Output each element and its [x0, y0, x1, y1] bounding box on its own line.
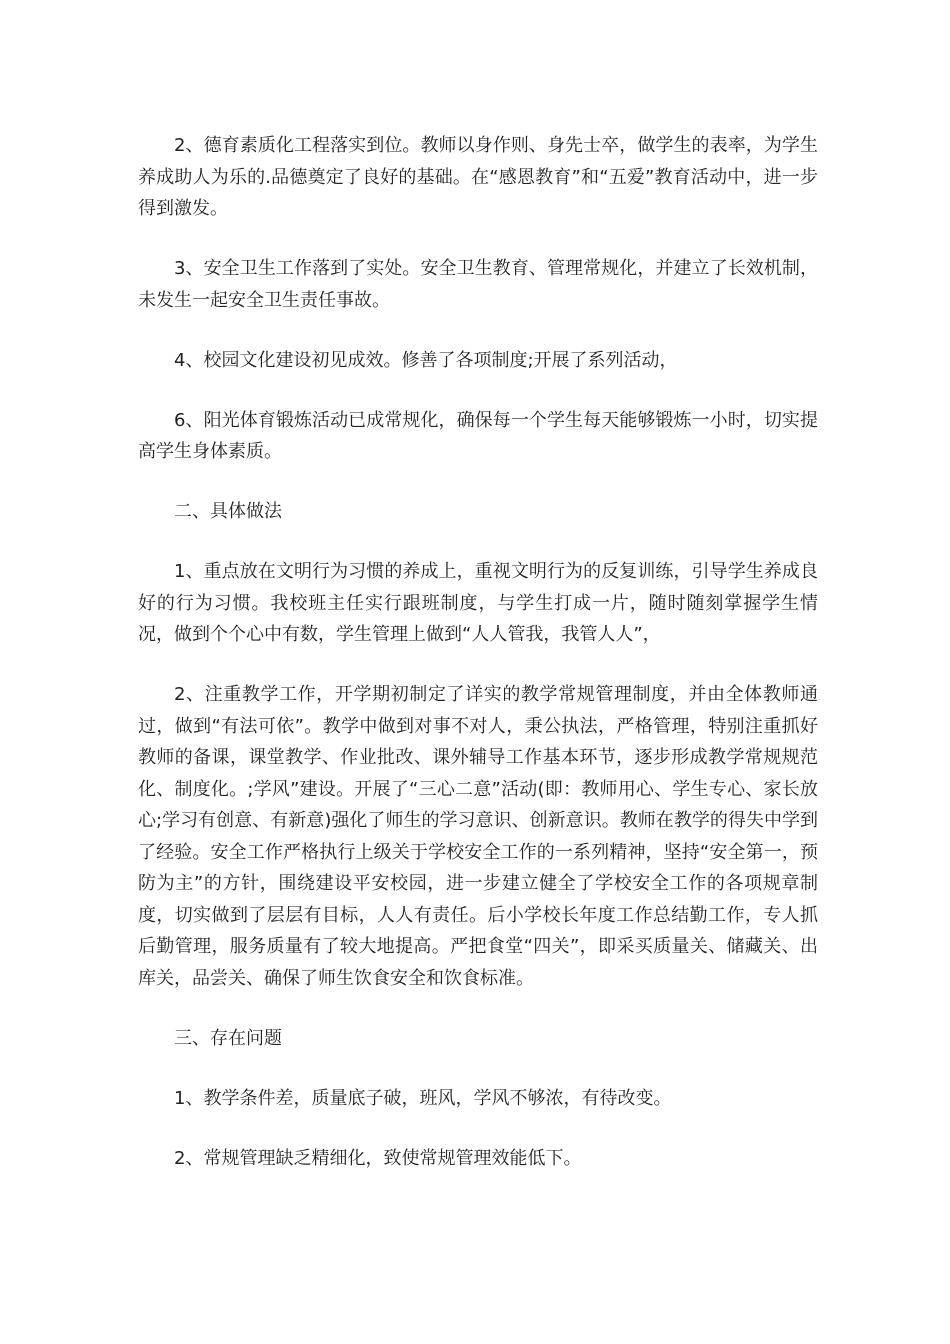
paragraph-problem-conditions: 1、教学条件差，质量底子破，班风，学风不够浓，有待改变。 [174, 1087, 672, 1109]
paragraph-safety-hygiene: 3、安全卫生工作落到了实处。安全卫生教育、管理常规化，并建立了长效机制，未发生一起安全卫生责任事故。 [138, 258, 818, 311]
document-body [138, 130, 818, 1203]
paragraph-sunshine-sports: 6、阳光体育锻炼活动已成常规化，确保每一个学生每天能够锻炼一小时，切实提高学生身体素质。 [138, 409, 818, 462]
paragraph-moral-education: 2、德育素质化工程落实到位。教师以身作则、身先士卒，做学生的表率，为学生养成助人为乐的.品德奠定了良好的基础。在“感恩教育”和“五爱”教育活动中，进一步得到激发。 [138, 135, 818, 219]
section-heading-problems: 三、存在问题 [174, 1027, 282, 1049]
paragraph-problem-management: 2、常规管理缺乏精细化，致使常规管理效能低下。 [174, 1147, 582, 1169]
paragraph-campus-culture: 4、校园文化建设初见成效。修善了各项制度;开展了系列活动， [174, 349, 678, 371]
paragraph-teaching-work: 2、注重教学工作，开学期初制定了详实的教学常规管理制度，并由全体教师通过，做到“有法可依”。教学中做到对事不对人，秉公执法，严格管理，特别注重抓好教师的备课，课堂教学、作业批改、课外辅导工作基本环节，逐步形成教学常规规范化、制度化。;学风”建设。开展了“三心二意”活动(即：教师用心、学生专心、家长放心;学习有创意、有新意)强化了师生的学习意识、创新意识。教师在教学的得失中学到了经验。安全工作严格执行上级关于学校安全工作的一系列精神，坚持“安全第一，预防为主”的方针，围绕建设平安校园，进一步建立健全了学校安全工作的各项规章制度，切实做到了层层有目标，人人有责任。后小学校长年度工作总结勤工作，专人抓后勤管理，服务质量有了较大地提高。严把食堂“四关”，即采买质量关、储藏关、出库关，品尝关、确保了师生饮食安全和饮食标准。 [138, 684, 818, 989]
section-heading-practices: 二、具体做法 [174, 501, 282, 522]
paragraph-behavior-habits: 1、重点放在文明行为习惯的养成上，重视文明行为的反复训练，引导学生养成良好的行为习惯。我校班主任实行跟班制度，与学生打成一片，随时随刻掌握学生情况，做到个个心中有数，学生管理上做到“人人管我，我管人人”， [138, 561, 818, 645]
